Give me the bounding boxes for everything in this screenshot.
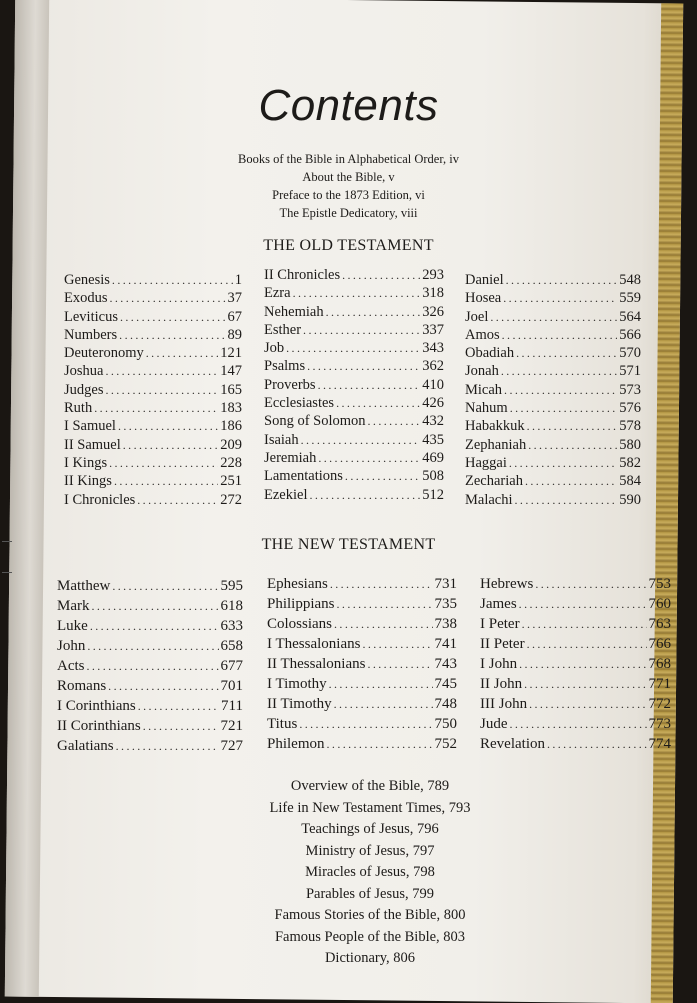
page-number: 721 [220,718,243,734]
toc-entry [480,654,671,674]
toc-entry [267,714,457,734]
book-name: Ecclesiastes [264,395,335,412]
dot-leader [90,616,219,636]
page-title: Contents [258,81,439,131]
book-name: Judges [64,381,104,398]
book-name: I Kings [64,454,108,471]
page-number: 426 [422,395,444,412]
page-number: 67 [227,308,242,325]
page-number: 701 [220,678,243,694]
book-name: Habakkuk [465,418,525,435]
back-matter-item: Famous People of the Bible, 803 [274,928,466,945]
page-number: 772 [648,696,671,712]
dot-leader [547,734,647,754]
dot-leader [92,596,219,616]
book-name: Nehemiah [264,303,324,320]
dot-leader [524,674,646,694]
margin-mark [2,572,12,573]
page-number: 618 [220,598,243,614]
toc-entry [480,574,671,594]
book-name: Hosea [465,290,502,307]
page-number: 573 [619,381,641,398]
book-name: Lamentations [264,468,343,485]
page-number: 570 [619,345,641,362]
dot-leader [336,394,420,412]
dot-leader [318,449,420,467]
book-name: Exodus [64,290,108,307]
book-name: II Thessalonians [267,656,366,672]
page-number: 576 [619,400,641,417]
dot-leader [118,417,218,435]
toc-entry [64,362,242,380]
dot-leader [503,289,617,307]
book-name: Zephaniah [465,436,527,453]
old-testament-column-2 [264,266,444,504]
toc-entry [64,381,242,399]
toc-entry [267,654,457,674]
dot-leader [94,399,218,417]
dot-leader [490,308,617,326]
book-name: I Corinthians [57,698,136,714]
toc-entry [480,634,671,654]
toc-entry [267,674,457,694]
back-matter-item: Teachings of Jesus, 796 [301,821,439,837]
toc-entry [64,436,242,454]
dot-leader [87,636,218,656]
toc-entry [465,472,641,490]
toc-entry [57,736,243,756]
toc-entry [480,714,671,734]
dot-leader [528,436,617,454]
page-number: 318 [422,285,444,302]
book-name: Haggai [465,454,507,471]
dot-leader [367,654,432,674]
dot-leader [515,491,618,509]
toc-entry [57,656,243,676]
dot-leader [519,594,647,614]
toc-entry [64,344,242,362]
dot-leader [123,436,218,454]
dot-leader [501,362,617,380]
book-name: II Timothy [267,696,332,712]
book-name: Mark [57,598,90,614]
book-name: I Chronicles [64,491,136,508]
toc-entry [264,284,444,302]
dot-leader [318,376,421,394]
page-number: 760 [648,596,671,612]
book-name: Titus [267,716,298,732]
page-number: 343 [422,340,444,357]
dot-leader [114,472,218,490]
page-number: 186 [220,418,242,435]
toc-entry [264,412,444,430]
book-name: I John [480,656,518,672]
book-name: Genesis [64,272,110,288]
toc-entry [264,431,444,449]
page-number: 658 [220,638,243,654]
page-number: 564 [619,308,641,325]
dot-leader [334,614,432,634]
toc-entry [465,271,641,289]
dot-leader [112,271,233,289]
dot-leader [510,399,618,417]
dot-leader [506,271,618,289]
toc-entry [267,734,457,754]
dot-leader [535,574,646,594]
dot-leader [146,344,219,362]
toc-entry [64,417,242,435]
book-name: Luke [57,618,88,634]
page-number: 677 [220,658,243,674]
new-testament-column-1 [57,576,243,756]
toc-entry [480,734,671,754]
back-matter-item: Overview of the Bible, 789 [290,778,450,794]
dot-leader [120,308,226,326]
dot-leader [119,326,225,344]
book-name: Psalms [264,358,306,375]
book-name: II Peter [480,636,525,652]
book-name: Amos [465,326,500,343]
dot-leader [108,676,218,696]
toc-entry [264,486,444,504]
page-number: 731 [434,576,457,592]
book-name: Numbers [64,326,118,343]
back-matter-item: Dictionary, 806 [324,950,416,966]
toc-entry [264,303,444,321]
page-number: 548 [619,272,641,288]
dot-leader [330,574,433,594]
page-number: 37 [227,290,242,307]
page-number: 741 [434,636,457,652]
toc-entry [267,594,457,614]
book-name: III John [480,696,528,712]
dot-leader [510,714,647,734]
book-name: Zechariah [465,473,523,490]
dot-leader [502,326,618,344]
toc-entry [465,344,641,362]
back-matter-list [0,776,697,970]
toc-entry [57,576,243,596]
page-number: 633 [220,618,243,634]
page-number: 293 [422,267,444,283]
page-number: 435 [422,431,444,448]
book-name: I Peter [480,616,520,632]
dot-leader [504,381,617,399]
page-number: 773 [648,716,671,732]
toc-entry [465,491,641,509]
dot-leader [329,674,433,694]
page-number: 410 [422,376,444,393]
front-matter-item: Books of the Bible in Alphabetical Order, iv [238,152,459,166]
toc-entry [57,616,243,636]
book-name: Leviticus [64,308,118,325]
page-number: 1 [234,272,242,288]
dot-leader [529,694,646,714]
dot-leader [112,576,218,596]
toc-entry [264,321,444,339]
page-number: 750 [434,716,457,732]
toc-entry [465,326,641,344]
dot-leader [522,614,647,634]
dot-leader [109,454,218,472]
dot-leader [137,491,218,509]
dot-leader [519,654,646,674]
book-name: Ezra [264,285,291,302]
book-name: I Samuel [64,418,116,435]
front-matter-item: The Epistle Dedicatory, viii [279,206,418,220]
book-name: I Timothy [267,676,327,692]
toc-entry [64,472,242,490]
toc-entry [480,674,671,694]
dot-leader [309,486,420,504]
dot-leader [516,344,617,362]
dot-leader [303,321,420,339]
old-testament-column-3 [465,271,641,509]
toc-entry [57,596,243,616]
page-number: 711 [221,698,243,714]
page-number: 559 [619,290,641,307]
toc-entry [465,381,641,399]
page-number: 469 [422,449,444,466]
toc-entry [64,289,242,307]
toc-entry [64,308,242,326]
page-number: 771 [648,676,671,692]
book-name: II Samuel [64,436,121,453]
book-name: Galatians [57,738,114,754]
dot-leader [301,431,421,449]
page-number: 183 [220,400,242,417]
page-number: 512 [422,486,444,503]
toc-entry [64,491,242,509]
dot-leader [342,266,420,284]
book-name: Joshua [64,363,104,380]
toc-entry [465,417,641,435]
back-matter-item: Famous Stories of the Bible, 800 [274,907,466,923]
toc-entry [480,614,671,634]
book-name: Acts [57,658,85,674]
book-name: Song of Solomon [264,413,366,430]
page-number: 752 [434,736,457,752]
toc-entry [264,449,444,467]
book-name: Philippians [267,596,335,612]
page-number: 768 [648,656,671,672]
dot-leader [299,714,432,734]
book-name: I Thessalonians [267,636,361,652]
toc-entry [267,634,457,654]
dot-leader [368,412,421,430]
toc-entry [57,716,243,736]
page-number: 209 [220,436,242,453]
page-number: 584 [619,473,641,490]
book-name: II Corinthians [57,718,141,734]
book-name: Ezekiel [264,486,308,503]
dot-leader [525,472,617,490]
back-matter-item: Parables of Jesus, 799 [305,885,435,902]
book-name: Deuteronomy [64,345,144,362]
book-name: Ephesians [267,576,328,592]
page-number: 595 [220,578,243,594]
page-number: 580 [619,436,641,453]
dot-leader [337,594,433,614]
front-matter-item: About the Bible, v [302,170,395,184]
page-number: 738 [434,616,457,632]
book-name: Malachi [465,491,513,508]
page-number: 337 [422,321,444,338]
dot-leader [509,454,617,472]
old-testament-heading: THE OLD TESTAMENT [263,237,434,254]
book-name: John [57,638,86,654]
page-number: 89 [227,326,242,343]
page-number: 578 [619,418,641,435]
book-name: Joel [465,308,489,325]
dot-leader [143,716,219,736]
page-number: 753 [648,576,671,592]
toc-entry [465,362,641,380]
dot-leader [527,634,647,654]
dot-leader [105,362,218,380]
page-number: 165 [220,381,242,398]
page-number: 566 [619,326,641,343]
new-testament-column-3 [480,574,671,754]
book-name: Romans [57,678,107,694]
page-number: 571 [619,363,641,380]
page-number: 147 [220,363,242,380]
page-number: 743 [434,656,457,672]
old-testament-column-1 [64,271,242,509]
dot-leader [527,417,618,435]
book-name: Revelation [480,736,545,752]
back-matter-item: Ministry of Jesus, 797 [305,842,435,859]
book-name: Colossians [267,616,333,632]
toc-entry [264,339,444,357]
back-matter-item: Life in New Testament Times, 793 [269,799,471,816]
dot-leader [307,357,420,375]
toc-entry [264,357,444,375]
book-name: Jude [480,716,508,732]
book-name: Hebrews [480,576,534,592]
dot-leader [286,339,420,357]
page-number: 590 [619,491,641,508]
book-name: Jonah [465,363,499,380]
dot-leader [334,694,433,714]
front-matter-item: Preface to the 1873 Edition, vi [272,188,425,202]
page-number: 326 [422,303,444,320]
book-name: II John [480,676,523,692]
book-name: Proverbs [264,376,316,393]
book-name: James [480,596,517,612]
toc-entry [465,289,641,307]
toc-entry [465,436,641,454]
dot-leader [138,696,219,716]
page-number: 774 [648,736,671,752]
book-name: II Chronicles [264,267,341,283]
toc-entry [57,696,243,716]
toc-entry [64,399,242,417]
page-number: 508 [422,468,444,485]
toc-entry [480,694,671,714]
page-number: 763 [648,616,671,632]
front-matter-list [0,150,697,222]
book-name: Philemon [267,736,325,752]
book-name: Micah [465,381,503,398]
book-name: Job [264,340,285,357]
dot-leader [105,381,218,399]
page-number: 432 [422,413,444,430]
new-testament-heading: THE NEW TESTAMENT [261,536,436,553]
page-number: 272 [220,491,242,508]
toc-entry [465,399,641,417]
book-name: Esther [264,321,302,338]
book-name: Nahum [465,400,508,417]
dot-leader [362,634,432,654]
back-matter-item: Miracles of Jesus, 798 [305,864,435,880]
book-name: Jeremiah [264,449,317,466]
toc-entry [267,574,457,594]
toc-entry [480,594,671,614]
toc-entry [465,454,641,472]
dot-leader [87,656,219,676]
book-name: Obadiah [465,345,515,362]
page-number: 766 [648,636,671,652]
toc-entry [264,376,444,394]
book-name: II Kings [64,473,112,490]
page-number: 228 [220,454,242,471]
dot-leader [116,736,219,756]
toc-entry [264,266,444,284]
page-number: 121 [220,345,242,362]
dot-leader [345,467,420,485]
dot-leader [110,289,226,307]
book-name: Daniel [465,272,504,288]
book-name: Matthew [57,578,111,594]
page-number: 745 [434,676,457,692]
new-testament-column-2 [267,574,457,754]
page-number: 748 [434,696,457,712]
page-number: 735 [434,596,457,612]
page-number: 251 [220,473,242,490]
toc-entry [264,394,444,412]
toc-entry [57,676,243,696]
dot-leader [326,303,421,321]
toc-entry [57,636,243,656]
book-name: Ruth [64,400,93,417]
dot-leader [293,284,421,302]
page-number: 582 [619,454,641,471]
toc-entry [465,308,641,326]
toc-entry [64,454,242,472]
toc-entry [64,326,242,344]
toc-entry [64,271,242,289]
dot-leader [327,734,433,754]
toc-entry [267,694,457,714]
page-number: 362 [422,358,444,375]
toc-entry [267,614,457,634]
page-number: 727 [220,738,243,754]
book-name: Isaiah [264,431,299,448]
toc-entry [264,467,444,485]
